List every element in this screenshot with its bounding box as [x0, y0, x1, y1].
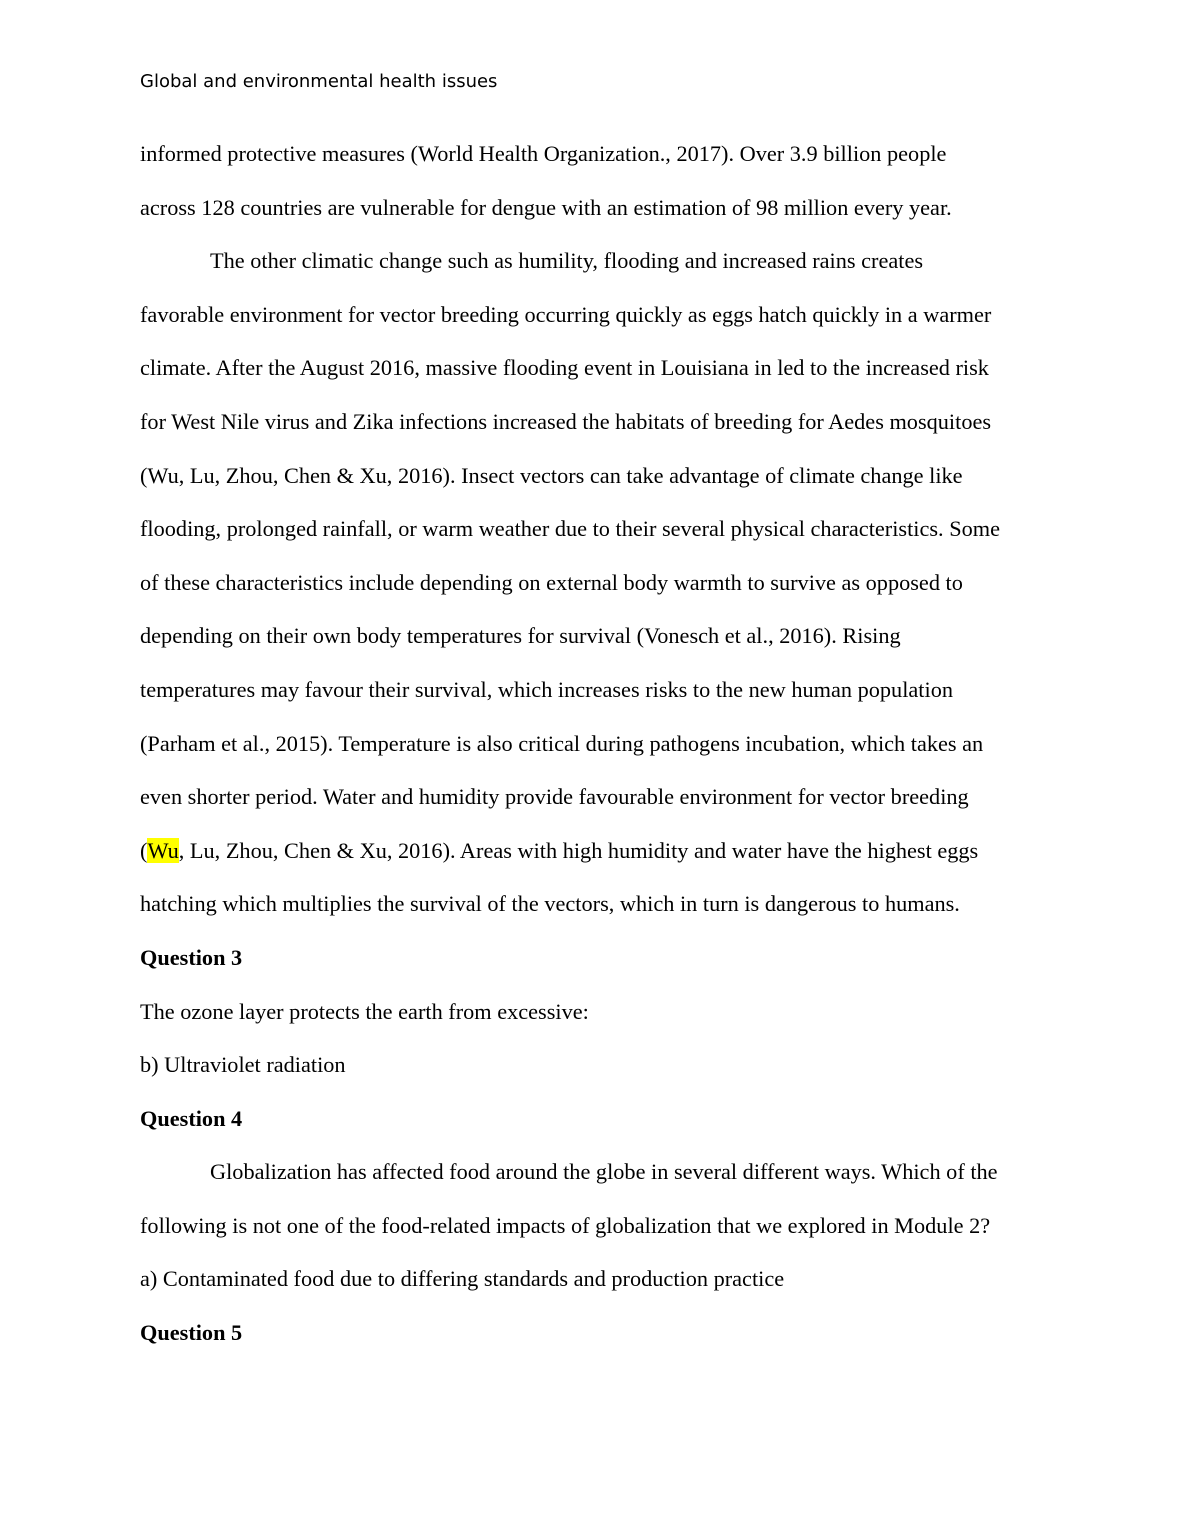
body-line: informed protective measures (World Health Organization., 2017). Over 3.9 billion people	[140, 141, 947, 166]
question-4-prompt: following is not one of the food-related impacts of globalization that we explored in Module 2?	[140, 1212, 991, 1238]
highlighted-word: Wu	[147, 837, 179, 863]
citation-rest: , Lu, Zhou, Chen & Xu, 2016). Areas with high humidity and water have the highest eggs	[178, 837, 979, 863]
citation-open-paren: (	[140, 837, 148, 863]
question-3-prompt: The ozone layer protects the earth from excessive:	[140, 998, 589, 1024]
body-line: favorable environment for vector breeding occurring quickly as eggs hatch quickly in a warmer	[140, 301, 992, 327]
body-line: depending on their own body temperatures for survival (Vonesch et al., 2016). Rising	[140, 623, 901, 649]
question-3-answer: b) Ultraviolet radiation	[140, 1052, 346, 1078]
body-line: (Parham et al., 2015). Temperature is also critical during pathogens incubation, which takes an	[140, 730, 984, 756]
body-line: temperatures may favour their survival, which increases risks to the new human population	[140, 676, 953, 702]
body-line: climate. After the August 2016, massive flooding event in Louisiana in led to the increased risk	[140, 355, 989, 381]
question-4-answer: a) Contaminated food due to differing standards and production practice	[140, 1266, 785, 1292]
question-4-heading: Question 4	[140, 1105, 243, 1131]
body-line: of these characteristics include depending on external body warmth to survive as opposed to	[140, 569, 963, 595]
body-line: even shorter period. Water and humidity provide favourable environment for vector breeding	[140, 784, 969, 810]
body-line: for West Nile virus and Zika infections increased the habitats of breeding for Aedes mosquitoes	[140, 408, 992, 434]
body-line: across 128 countries are vulnerable for dengue with an estimation of 98 million every year.	[140, 194, 952, 220]
body-line: hatching which multiplies the survival of the vectors, which in turn is dangerous to humans.	[140, 891, 960, 917]
running-header: Global and environmental health issues	[140, 71, 498, 92]
question-3-heading: Question 3	[140, 944, 243, 970]
question-4-prompt: Globalization has affected food around the globe in several different ways. Which of the	[210, 1159, 998, 1185]
document-body	[140, 127, 1060, 1360]
body-line: (Wu, Lu, Zhou, Chen & Xu, 2016). Insect vectors can take advantage of climate change like	[140, 462, 963, 488]
body-line: The other climatic change such as humility, flooding and increased rains creates	[210, 248, 924, 274]
body-line: flooding, prolonged rainfall, or warm weather due to their several physical characteristics. Some	[140, 516, 1000, 542]
body-line-highlighted	[140, 824, 1060, 878]
question-5-heading: Question 5	[140, 1320, 243, 1346]
